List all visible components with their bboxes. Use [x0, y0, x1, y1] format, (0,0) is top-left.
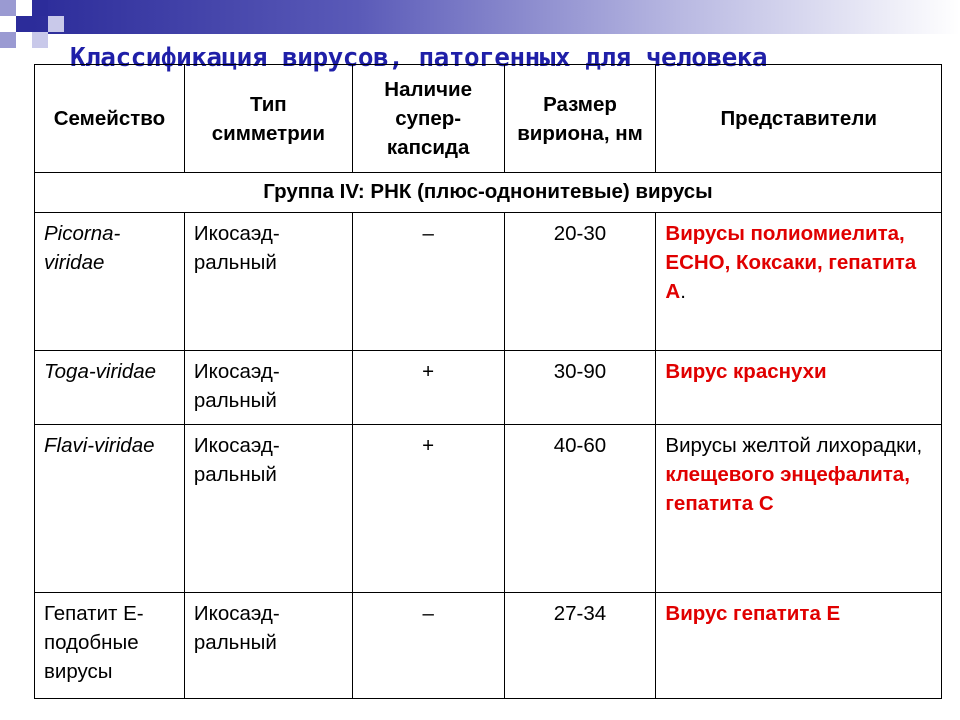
rep-highlight: Вирусы полиомиелита, ЕСНО, Коксаки, гепатита А [665, 222, 917, 303]
virus-classification-table [34, 64, 942, 699]
rep-normal: Вирусы желтой лихорадки, [665, 434, 923, 457]
rep-highlight: Вирус гепатита Е [665, 602, 841, 625]
table-row [35, 425, 942, 593]
cell-representatives [656, 593, 942, 699]
deco-square [32, 32, 48, 48]
cell-size: 40-60 [504, 425, 656, 593]
header-family: Семейство [35, 65, 185, 173]
cell-symmetry: Икосаэд-ральный [184, 425, 352, 593]
deco-square [48, 16, 64, 32]
rep-highlight: клещевого энцефалита, гепатита С [665, 463, 910, 515]
cell-size: 27-34 [504, 593, 656, 699]
deco-square [16, 16, 32, 32]
cell-family: Picorna-viridae [35, 213, 185, 351]
header-representatives: Представители [656, 65, 942, 173]
header-symmetry: Тип симметрии [184, 65, 352, 173]
cell-supercapsid: + [352, 351, 504, 425]
cell-symmetry: Икосаэд-ральный [184, 213, 352, 351]
deco-square [32, 0, 48, 16]
cell-symmetry: Икосаэд-ральный [184, 351, 352, 425]
header-row [35, 65, 942, 173]
cell-representatives [656, 425, 942, 593]
rep-tail: . [680, 280, 686, 303]
table-row [35, 213, 942, 351]
cell-family: Toga-viridae [35, 351, 185, 425]
cell-representatives [656, 213, 942, 351]
header-size: Размер вириона, нм [504, 65, 656, 173]
header-supercapsid: Наличие супер-капсида [352, 65, 504, 173]
deco-square [0, 32, 16, 48]
rep-highlight: Вирус краснухи [665, 360, 827, 383]
table-row [35, 351, 942, 425]
header-gradient-bar [32, 0, 960, 34]
deco-square [0, 0, 16, 16]
cell-symmetry: Икосаэд-ральный [184, 593, 352, 699]
cell-representatives [656, 351, 942, 425]
cell-family: Flavi-viridae [35, 425, 185, 593]
cell-size: 20-30 [504, 213, 656, 351]
cell-supercapsid: – [352, 213, 504, 351]
table-row [35, 593, 942, 699]
cell-size: 30-90 [504, 351, 656, 425]
page-title: Классификация вирусов, патогенных для человека [70, 43, 768, 73]
group-row [35, 173, 942, 213]
cell-supercapsid: + [352, 425, 504, 593]
cell-supercapsid: – [352, 593, 504, 699]
cell-family: Гепатит Е-подобные вирусы [35, 593, 185, 699]
group-label: Группа IV: РНК (плюс-однонитевые) вирусы [35, 173, 942, 213]
